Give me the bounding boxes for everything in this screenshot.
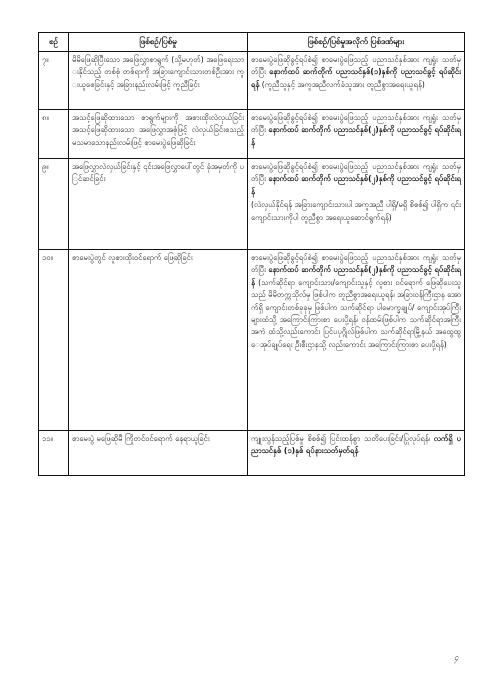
- row-number: ၁၁။: [39, 431, 69, 476]
- table-row: [39, 159, 465, 250]
- header-no: စဉ်: [39, 33, 69, 52]
- penalty-text: စာမေးပွဲဖြေဆိုခွင့်ရပ်စဲ၍ စာမေးပွဲဖြေသည့် ပညာသင်နှစ်အား ကျရှုံး သတ်မှတ်ပြီး: [251, 55, 461, 77]
- penalty-cell: [248, 250, 465, 431]
- penalty-text: စာမေးပွဲဖြေဆိုခွင့်ရပ်စဲ၍ စာမေးပွဲဖြေသည့် ပညာသင်နှစ်အား ကျရှုံး သတ်မှတ်ပြီး: [251, 162, 461, 184]
- offense-description: မိမိဖြေဆိုပြီးသော အဖြေလွှာစာရွက် (သို့မဟုတ်) အဖြေရေးသားနိုင်သည့် တစ်စုံ တစ်ရာကို အခြားကျောင်းသားတစ်ဦးအား ကူးယူစေခြင်းနှင့် အခြားနည်းလမ်းဖြင့် ကူညီခြင်း: [69, 52, 248, 110]
- penalty-note: (သက်ဆိုင်ရာ ကျောင်းသား/ကျောင်းသူနှင့် လူစား ဝင်ရောက် ဖြေဆိုပေးသူသည် မိမိတက္ကသိုလ်မှ ဖြစ်ပါက တူညီစွာအရေးယူရန်၊ အခြားဝန်ကြီးဌာန အောက်ရှိ ကျောင်းတစ်ခုခုမှ ဖြစ်ပါက သက်ဆိုင်ရာ ပါမောက္ခချုပ်/ ကျောင်းအုပ်ကြီး များထံသို့ အကြောင်းကြားစာ ပေးပို့ရန်၊ ဝန်ထမ်းဖြစ်ပါက သက်ဆိုင်ရာအကြီးအကဲ ထံသို့လည်းကောင်း ပြင်ပပုဂ္ဂိုလ်ဖြစ်ပါက သက်ဆိုင်ရာမြို့နယ် အထွေထွေအုပ်ချုပ်ရေး ဦးစီးဌာနသို့ လည်းကောင်း အကြောင်းကြားစာ ပေးပို့ရန်): [251, 277, 461, 349]
- penalty-note: (လဲလှယ်နိုင်ရန် အခြားကျောင်းသားပါ အကူအညီ ပါရှိ/မရှိ စိစစ်၍ ပါရှိက ၎င်းကျောင်းသားကိုပါ တူညီစွာ အရေးယူဆောင်ရွက်ရန်): [251, 200, 461, 222]
- penalty-bold-text: နောက်ထပ် ဆက်တိုက် ပညာသင်နှစ်(၂)နှစ်ကို ပညာသင်ခွင့် ရပ်ဆိုင်းရန်: [251, 174, 462, 196]
- penalty-text: ကျူးလွန်သည့်ပြစ်မှု စိစစ်၍ ပြင်းထန်စွာ သတိပေးခြင်း/ပြုလုပ်ရန်၊: [251, 434, 430, 443]
- offense-description: စာမေးပွဲ မဖြေဆိုမီ ကြိုတင်ဝင်ရောက် နေရာယူခြင်း: [69, 431, 248, 476]
- penalty-bold-text: လက်ရှိ ပညာသင်နှစ် (၁)နှစ် ရပ်နားသတ်မှတ်ရန်: [251, 434, 462, 456]
- penalty-text: စာမေးပွဲဖြေဆိုခွင့်ရပ်စဲ၍ စာမေးပွဲဖြေသည့် ပညာသင်နှစ်အား ကျရှုံး သတ်မှတ်ပြီး: [251, 113, 461, 135]
- row-number: ၈။: [39, 110, 69, 159]
- penalty-bold-text: နောက်ထပ် ဆက်တိုက် ပညာသင်နှစ်(၁)နှစ်ကို ပညာသင်ခွင့် ရပ်ဆိုင်းရန်: [251, 67, 461, 89]
- row-number: ၇။: [39, 52, 69, 110]
- table-row: [39, 250, 465, 431]
- row-number: ၉။: [39, 159, 69, 250]
- penalty-table: [38, 32, 465, 476]
- table-header-row: [39, 33, 465, 52]
- offense-description: စာမေးပွဲတွင် လူစားထိုးဝင်ရောက် ဖြေဆိုခြင်း: [69, 250, 248, 431]
- header-penalty: ဖြစ်စဉ်/ပြစ်မှုအလိုက် ပြစ်ဒဏ်များ: [248, 33, 465, 52]
- penalty-cell: [248, 431, 465, 476]
- row-number: ၁၀။: [39, 250, 69, 431]
- header-offense: ဖြစ်စဉ်/ပြစ်မှု: [69, 33, 248, 52]
- table-row: [39, 52, 465, 110]
- penalty-cell: [248, 52, 465, 110]
- penalty-bold-text: နောက်ထပ် ဆက်တိုက် ပညာသင်နှစ်(၂)နှစ်ကို ပညာသင်ခွင့် ရပ်ဆိုင်းရန်: [251, 265, 462, 287]
- penalty-cell: [248, 110, 465, 159]
- table-row: [39, 110, 465, 159]
- page-number: ၄: [454, 653, 459, 662]
- penalty-cell: [248, 159, 465, 250]
- penalty-text: စာမေးပွဲဖြေဆိုခွင့်ရပ်စဲ၍ စာမေးပွဲဖြေသည့် ပညာသင်နှစ်အား ကျရှုံး သတ်မှတ်ပြီး: [251, 253, 461, 275]
- penalty-bold-text: နောက်ထပ် ဆက်တိုက် ပညာသင်နှစ်(၂)နှစ်ကို ပညာသင်ခွင့် ရပ်ဆိုင်းရန်: [251, 125, 462, 147]
- offense-description: အသင့်ဖြေဆိုထားသော စာရွက်များကို အစားထိုးလဲလှယ်ခြင်း အသင့်ဖြေဆိုထားသော အဖြေလွှာအစုံဖြင့် လဲလှယ်ခြင်းစသည့် မသမာသောနည်းလမ်းဖြင့် စာမေးပွဲဖြေဆိုခြင်း: [69, 110, 248, 159]
- table-row: [39, 431, 465, 476]
- penalty-note: (ကူညီသူနှင့် အကူအညီလက်ခံသူအား တူညီစွာအရေးယူရန်): [261, 79, 425, 89]
- offense-description: အဖြေလွှာလဲလှယ်ခြင်းနှင့် ၎င်းအဖြေလွှာပေါ်တွင် ခုံအမှတ်ကို ပြင်ဆင်ခြင်း: [69, 159, 248, 250]
